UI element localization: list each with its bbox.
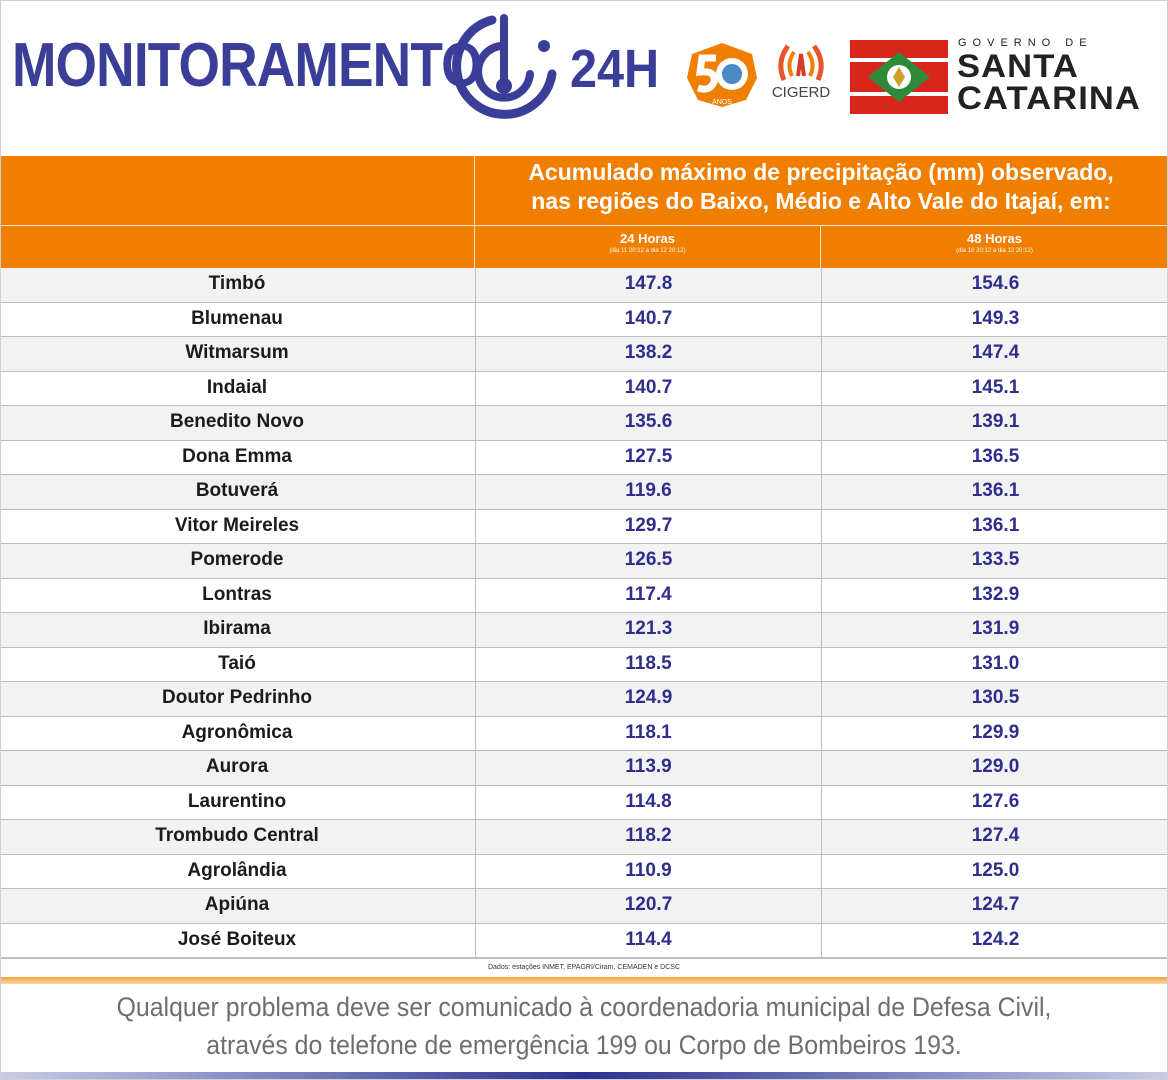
column-header-label: 48 Horas: [967, 231, 1022, 246]
rain-48h-value: 127.6: [821, 786, 1168, 820]
city-name: Trombudo Central: [155, 825, 319, 846]
anniversary-seal-icon: [686, 42, 758, 108]
rain-24h-value: 118.5: [475, 648, 821, 682]
rain-48h-value: 154.6: [821, 268, 1168, 302]
city-name: Aurora: [205, 756, 269, 777]
cigerd-logo: [762, 40, 840, 116]
data-source-note: Dados: estações INMET, EPAGRI/Ciram, CEMADEN e DCSC: [0, 958, 1168, 977]
rain-24h-value: 135.6: [475, 406, 821, 440]
city-name: Dona Emma: [182, 445, 292, 467]
rain-24h-value: 119.6: [475, 475, 821, 509]
rain-24h-value: 129.7: [475, 510, 821, 544]
rain-48h-value: 147.4: [821, 337, 1168, 371]
column-header-period: (dia 10 20:12 a dia 12 20:12): [956, 248, 1033, 254]
city-name: Lontras: [202, 583, 272, 605]
city-name: Agronômica: [181, 721, 293, 743]
rain-24h-value: 124.9: [475, 682, 821, 716]
city-name: Apiúna: [204, 894, 270, 915]
table-row: [0, 406, 1168, 441]
rain-24h-value: 118.1: [475, 717, 821, 751]
notice-line2: através do telefone de emergência 199 ou Corpo de Bombeiros 193.: [206, 1030, 962, 1060]
rain-48h-value: 131.0: [821, 648, 1168, 682]
rain-48h-value: 136.1: [821, 475, 1168, 509]
table-headline: [476, 158, 1166, 224]
table-row: [0, 820, 1168, 855]
rain-48h-value: 127.4: [821, 820, 1168, 854]
table-row: [0, 924, 1168, 959]
table-row: [0, 751, 1168, 786]
city-name: Botuverá: [195, 480, 279, 501]
city-name: Ibirama: [203, 618, 271, 639]
table-row: [0, 268, 1168, 303]
rain-24h-value: 110.9: [475, 855, 821, 889]
city-name: Pomerode: [190, 549, 284, 570]
city-name: Blumenau: [191, 307, 283, 329]
column-header-24h: [475, 231, 820, 265]
table-row: [0, 441, 1168, 476]
rain-24h-value: 138.2: [475, 337, 821, 371]
rain-24h-value: 140.7: [475, 303, 821, 337]
table-row: [0, 613, 1168, 648]
table-row: [0, 303, 1168, 338]
rain-48h-value: 133.5: [821, 544, 1168, 578]
government-label: GOVERNO DE: [958, 37, 1093, 49]
headline-line1: Acumulado máximo de precipitação (mm) observado,: [528, 159, 1114, 185]
brand-title: MONITORAMENTO: [12, 31, 482, 100]
brand-suffix: 24H: [570, 39, 660, 99]
rain-24h-value: 121.3: [475, 613, 821, 647]
rain-48h-value: 136.1: [821, 510, 1168, 544]
header-divider: [0, 225, 1168, 226]
cigerd-signal-icon: [762, 40, 840, 84]
table-row: [0, 544, 1168, 579]
table-row: [0, 682, 1168, 717]
santa-catarina-flag-icon: [850, 40, 948, 114]
rain-48h-value: 124.7: [821, 889, 1168, 923]
footer-divider: [0, 977, 1168, 984]
rain-48h-value: 124.2: [821, 924, 1168, 958]
column-header-period: (dia 11 20:12 a dia 12 20:12): [609, 248, 686, 254]
city-name: Witmarsum: [185, 342, 289, 363]
header: [0, 0, 1168, 156]
monitoring-logo-icon: [452, 12, 564, 130]
table-row: [0, 475, 1168, 510]
notice-line1: Qualquer problema deve ser comunicado à coordenadoria municipal de Defesa Civil,: [116, 992, 1052, 1022]
rain-24h-value: 114.4: [475, 924, 821, 958]
city-name: Vitor Meireles: [174, 514, 300, 536]
rain-24h-value: 117.4: [475, 579, 821, 613]
rain-24h-value: 140.7: [475, 372, 821, 406]
cigerd-label: CIGERD: [771, 84, 831, 101]
headline-line2: nas regiões do Baixo, Médio e Alto Vale do Itajaí, em:: [531, 188, 1111, 214]
rain-48h-value: 145.1: [821, 372, 1168, 406]
table-row: [0, 717, 1168, 752]
table-row: [0, 372, 1168, 407]
table-row: [0, 648, 1168, 683]
rain-24h-value: 113.9: [475, 751, 821, 785]
city-name: Indaial: [206, 376, 268, 398]
rain-48h-value: 132.9: [821, 579, 1168, 613]
city-name: Doutor Pedrinho: [162, 687, 312, 708]
city-name: Timbó: [208, 273, 266, 294]
city-name: Agrolândia: [187, 859, 287, 881]
city-name: Taió: [218, 652, 256, 674]
rain-48h-value: 130.5: [821, 682, 1168, 716]
city-name: Benedito Novo: [169, 411, 305, 432]
rain-48h-value: 149.3: [821, 303, 1168, 337]
footer-bar: [0, 1072, 1168, 1080]
table-row: [0, 889, 1168, 924]
state-name-line2: CATARINA: [957, 80, 1141, 116]
rain-48h-value: 139.1: [821, 406, 1168, 440]
rain-24h-value: 127.5: [475, 441, 821, 475]
rain-48h-value: 136.5: [821, 441, 1168, 475]
table-row: [0, 786, 1168, 821]
rain-48h-value: 129.0: [821, 751, 1168, 785]
column-header-48h: [821, 231, 1168, 265]
table-row: [0, 579, 1168, 614]
rain-24h-value: 114.8: [475, 786, 821, 820]
city-name: Laurentino: [187, 790, 287, 812]
rain-24h-value: 118.2: [475, 820, 821, 854]
emergency-notice: [47, 988, 1122, 1064]
seal-label: ANOS: [712, 99, 732, 106]
rain-24h-value: 147.8: [475, 268, 821, 302]
city-name: José Boiteux: [177, 928, 297, 950]
state-name: [957, 50, 1141, 114]
rain-48h-value: 125.0: [821, 855, 1168, 889]
rain-48h-value: 129.9: [821, 717, 1168, 751]
rain-24h-value: 120.7: [475, 889, 821, 923]
rain-24h-value: 126.5: [475, 544, 821, 578]
table-row: [0, 855, 1168, 890]
rainfall-table-body: [0, 268, 1168, 958]
state-name-line1: SANTA: [957, 48, 1079, 84]
table-row: [0, 510, 1168, 545]
table-row: [0, 337, 1168, 372]
column-header-label: 24 Horas: [620, 231, 675, 246]
rain-48h-value: 131.9: [821, 613, 1168, 647]
